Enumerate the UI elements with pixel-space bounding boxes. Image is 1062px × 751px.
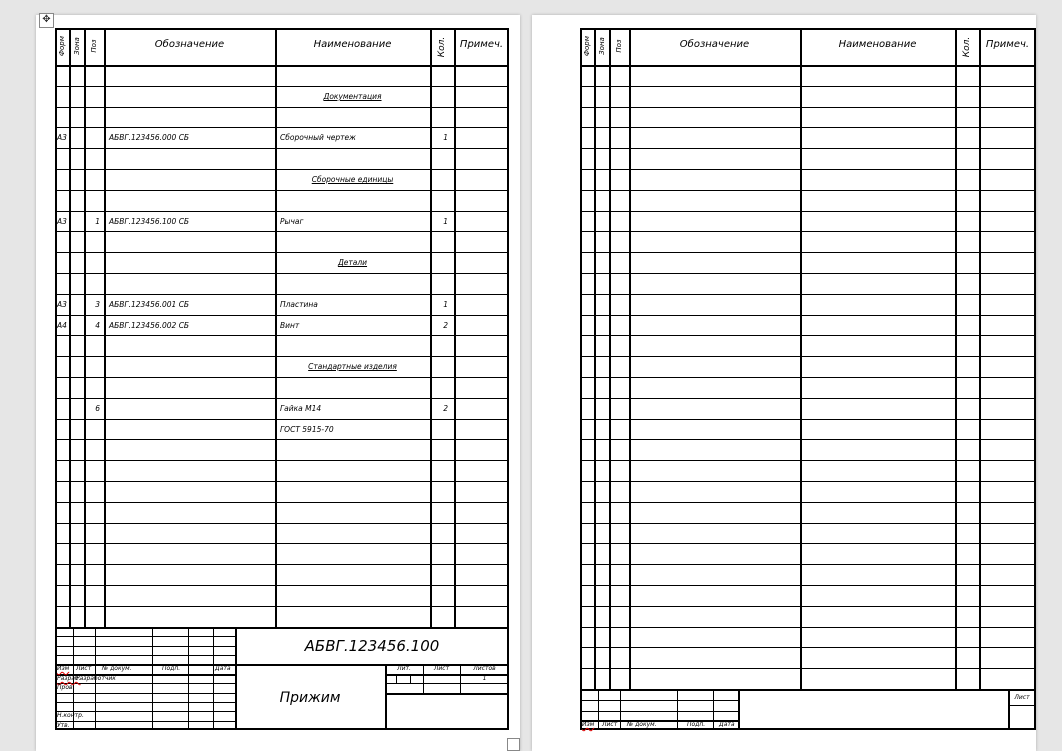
title-block-divider: [598, 689, 599, 730]
row-divider: [55, 86, 509, 87]
header-name: Наименование: [838, 39, 917, 50]
row-designation: АБВГ.123456.100 СБ: [109, 217, 190, 226]
label-list: Лист: [602, 721, 618, 728]
column-divider: [104, 28, 106, 627]
row-divider: [580, 668, 1036, 669]
row-divider: [55, 606, 509, 607]
row-divider: [580, 627, 1036, 628]
row-divider: [55, 148, 509, 149]
title-block-row: [580, 711, 738, 712]
section-heading: Сборочные единицы: [311, 175, 394, 184]
title-block-row: [55, 693, 235, 694]
title-block-row: [580, 700, 738, 701]
label-izm: Изм: [582, 721, 595, 728]
header-qty: Кол.: [962, 36, 972, 58]
row-divider: [580, 107, 1036, 108]
row-divider: [580, 169, 1036, 170]
row-divider: [580, 647, 1036, 648]
label-lit: Лит.: [397, 665, 411, 672]
label-izm: Изм: [57, 665, 70, 672]
header-designation: Обозначение: [679, 39, 750, 50]
row-divider: [580, 585, 1036, 586]
row-divider: [55, 190, 509, 191]
row-divider: [580, 481, 1036, 482]
product-name: Прижим: [279, 690, 341, 706]
row-divider: [580, 335, 1036, 336]
label-prov: Пров.: [57, 684, 75, 691]
developer-name: Разработчик: [76, 675, 116, 682]
row-divider: [55, 211, 509, 212]
row-qty: 1: [443, 133, 448, 142]
row-name: Рычаг: [280, 217, 304, 226]
row-divider: [55, 315, 509, 316]
row-designation: АБВГ.123456.000 СБ: [109, 133, 190, 142]
page-1: [36, 15, 520, 751]
row-divider: [55, 523, 509, 524]
row-divider: [580, 377, 1036, 378]
section-heading: Документация: [323, 92, 382, 101]
row-divider: [580, 86, 1036, 87]
row-format: А3: [57, 133, 67, 142]
row-divider: [55, 543, 509, 544]
row-divider: [55, 169, 509, 170]
row-divider: [580, 523, 1036, 524]
row-qty: 1: [443, 217, 448, 226]
row-divider: [55, 460, 509, 461]
row-divider: [55, 564, 509, 565]
row-divider: [580, 273, 1036, 274]
row-divider: [55, 481, 509, 482]
row-divider: [580, 127, 1036, 128]
row-divider: [55, 127, 509, 128]
row-qty: 2: [443, 321, 448, 330]
row-name: Пластина: [280, 300, 318, 309]
title-block-divider: [620, 689, 621, 730]
row-pos: 1: [95, 217, 100, 226]
header-note: Примеч.: [985, 39, 1030, 50]
row-divider: [55, 356, 509, 357]
row-name: ГОСТ 5915-70: [280, 425, 334, 434]
row-divider: [55, 335, 509, 336]
title-block-divider: [213, 627, 214, 730]
row-designation: АБВГ.123456.001 СБ: [109, 300, 190, 309]
header-note: Примеч.: [459, 39, 504, 50]
title-block-row: [55, 636, 235, 637]
row-divider: [55, 273, 509, 274]
title-block-row: [55, 646, 235, 647]
row-divider: [580, 315, 1036, 316]
title-block-divider: [188, 627, 189, 730]
label-sheet: Лист: [1014, 694, 1030, 701]
row-name: Винт: [280, 321, 300, 330]
label-signature: Подп.: [162, 665, 181, 672]
row-pos: 6: [95, 404, 100, 413]
row-divider: [580, 190, 1036, 191]
row-divider: [55, 585, 509, 586]
row-divider: [580, 439, 1036, 440]
row-divider: [55, 294, 509, 295]
title-block-divider: [713, 689, 714, 730]
title-block-divider: [385, 693, 509, 695]
table-resize-handle[interactable]: [507, 738, 520, 751]
row-divider: [55, 398, 509, 399]
row-name: Гайка М14: [280, 404, 322, 413]
row-divider: [580, 211, 1036, 212]
title-block-divider: [410, 674, 411, 683]
row-divider: [580, 231, 1036, 232]
label-doc-number: № докум.: [102, 665, 132, 672]
header-format: Форм: [58, 35, 66, 57]
page-2: [532, 15, 1036, 751]
label-list: Лист: [76, 665, 92, 672]
row-pos: 4: [95, 321, 100, 330]
header-divider: [55, 65, 509, 67]
spec-frame-2: [580, 28, 1036, 730]
row-designation: АБВГ.123456.002 СБ: [109, 321, 190, 330]
row-divider: [55, 419, 509, 420]
label-signature: Подп.: [687, 721, 706, 728]
title-block-divider: [385, 683, 509, 684]
row-divider: [580, 502, 1036, 503]
row-divider: [55, 377, 509, 378]
row-qty: 2: [443, 404, 448, 413]
header-designation: Обозначение: [154, 39, 225, 50]
table-move-handle-icon[interactable]: ✥: [39, 13, 54, 28]
table-bottom: [580, 689, 1036, 691]
label-date: Дата: [719, 721, 735, 728]
column-divider: [275, 28, 277, 627]
row-divider: [580, 606, 1036, 607]
label-razrab: Разраб.: [57, 675, 81, 682]
title-block-row: [55, 702, 235, 703]
row-divider: [580, 294, 1036, 295]
header-qty: Кол.: [437, 36, 447, 58]
section-heading: Стандартные изделия: [308, 362, 397, 371]
label-utv: Утв.: [57, 722, 70, 729]
column-divider: [454, 28, 456, 627]
row-name: Сборочный чертеж: [280, 133, 356, 142]
row-pos: 3: [95, 300, 100, 309]
row-divider: [580, 543, 1036, 544]
label-nkontr: Н.контр.: [57, 712, 84, 719]
row-divider: [580, 419, 1036, 420]
header-zone: Зона: [597, 37, 606, 55]
title-block-divider: [1008, 705, 1036, 706]
section-heading: Детали: [337, 258, 368, 267]
row-divider: [55, 439, 509, 440]
title-block-row: [55, 683, 235, 684]
title-block-divider: [396, 674, 397, 683]
row-divider: [55, 107, 509, 108]
header-pos: Поз: [90, 39, 98, 53]
table-bottom: [55, 627, 509, 629]
row-format: А4: [57, 321, 67, 330]
row-divider: [580, 252, 1036, 253]
label-sheet: Лист: [433, 665, 450, 672]
title-block-row: [55, 721, 235, 722]
header-zone: Зона: [72, 37, 81, 55]
row-divider: [55, 252, 509, 253]
title-block-divider: [677, 689, 678, 730]
row-divider: [580, 564, 1036, 565]
label-doc-number: № докум.: [627, 721, 657, 728]
row-qty: 1: [443, 300, 448, 309]
title-block-row: [55, 655, 235, 656]
header-divider: [580, 65, 1036, 67]
header-format: Форм: [583, 35, 591, 57]
row-format: А3: [57, 300, 67, 309]
row-divider: [580, 148, 1036, 149]
row-format: А3: [57, 217, 67, 226]
label-sheets: Листов: [473, 665, 496, 672]
row-divider: [55, 231, 509, 232]
header-pos: Поз: [615, 39, 623, 53]
row-divider: [580, 398, 1036, 399]
column-divider: [69, 28, 71, 627]
document-code: АБВГ.123456.100: [304, 637, 440, 655]
sheets-value: 1: [482, 675, 487, 682]
header-name: Наименование: [313, 39, 392, 50]
title-block-divider: [152, 627, 153, 730]
row-divider: [55, 502, 509, 503]
row-divider: [580, 460, 1036, 461]
row-divider: [580, 356, 1036, 357]
title-block-divider: [738, 689, 740, 730]
label-date: Дата: [215, 665, 231, 672]
